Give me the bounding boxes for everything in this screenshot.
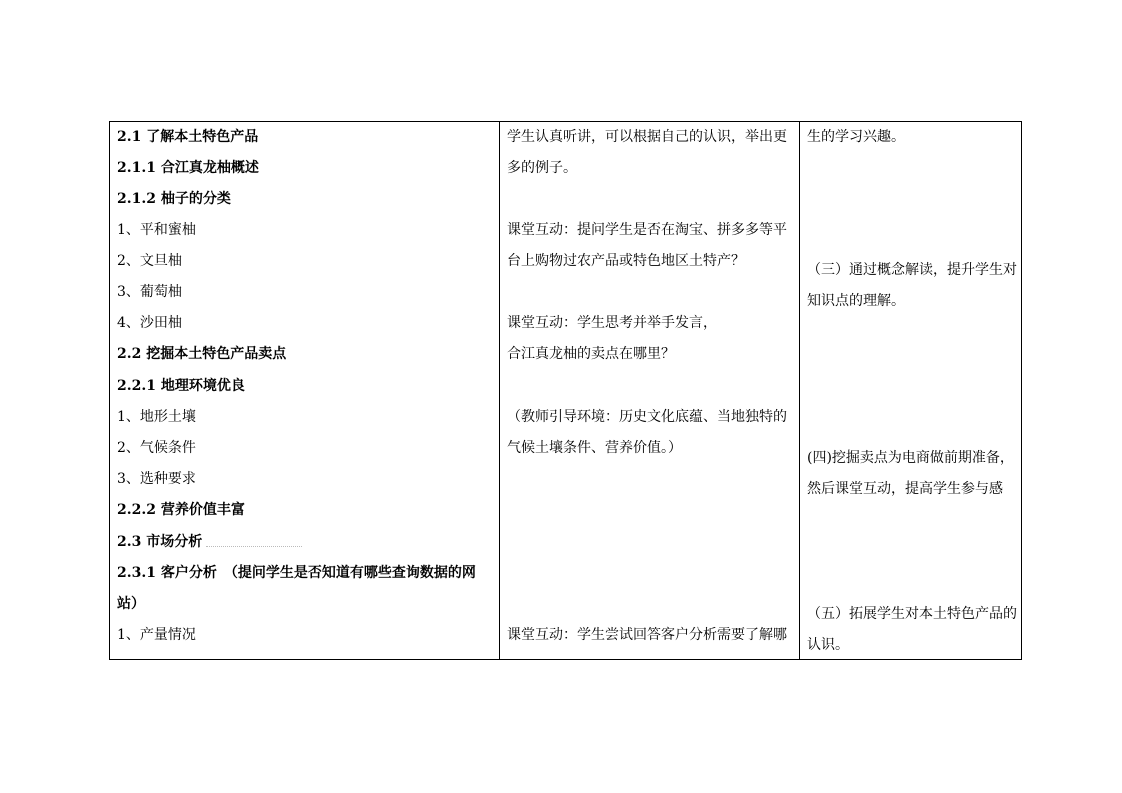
list-item: 1、地形土壤 [117, 409, 196, 425]
intent-text: (四)挖掘卖点为电商做前期准备， [807, 450, 1014, 466]
list-item: 1、产量情况 [117, 627, 196, 643]
intent-text: （三）通过概念解读，提升学生对 [807, 262, 1017, 278]
heading-2-1-1: 2.1.1 合江真龙柚概述 [117, 160, 259, 176]
activity-text: 台上购物过农产品或特色地区土特产？ [507, 253, 745, 269]
activity-text: 学生认真听讲，可以根据自己的认识，举出更 [507, 129, 787, 145]
activity-text: 多的例子。 [507, 160, 577, 176]
heading-2-3-1: 2.3.1 客户分析 （提问学生是否知道有哪些查询数据的网 [117, 565, 476, 581]
heading-2-2-2: 2.2.2 营养价值丰富 [117, 502, 245, 518]
activity-text: 课堂互动：学生思考并举手发言， [507, 315, 717, 331]
heading-2-2: 2.2 挖掘本土特色产品卖点 [117, 346, 287, 362]
heading-2-3-1-cont: 站） [117, 596, 145, 612]
activity-text: 气候土壤条件、营养价值。） [507, 440, 682, 456]
intent-text: 认识。 [807, 637, 849, 653]
column-divider [799, 122, 800, 659]
heading-2-2-1: 2.2.1 地理环境优良 [117, 378, 245, 394]
lesson-plan-table [109, 121, 1022, 660]
list-item: 2、气候条件 [117, 440, 196, 456]
heading-2-1: 2.1 了解本土特色产品 [117, 129, 259, 145]
heading-2-1-2: 2.1.2 柚子的分类 [117, 191, 231, 207]
intent-text: （五）拓展学生对本土特色产品的 [807, 606, 1017, 622]
column-divider [499, 122, 500, 659]
list-item: 3、葡萄柚 [117, 284, 182, 300]
intent-text: 生的学习兴趣。 [807, 129, 905, 145]
list-item: 4、沙田柚 [117, 315, 182, 331]
heading-2-3: 2.3 市场分析 [117, 534, 203, 550]
list-item: 3、选种要求 [117, 471, 196, 487]
dotted-mark [206, 546, 302, 547]
list-item: 2、文旦柚 [117, 253, 182, 269]
activity-text: （教师引导环境：历史文化底蕴、当地独特的 [507, 409, 787, 425]
activity-text: 课堂互动：提问学生是否在淘宝、拼多多等平 [507, 222, 787, 238]
activity-text: 课堂互动：学生尝试回答客户分析需要了解哪 [507, 627, 787, 643]
list-item: 1、平和蜜柚 [117, 222, 196, 238]
intent-text: 知识点的理解。 [807, 293, 905, 309]
intent-text: 然后课堂互动，提高学生参与感 [807, 481, 1003, 497]
activity-text: 合江真龙柚的卖点在哪里？ [507, 346, 675, 362]
